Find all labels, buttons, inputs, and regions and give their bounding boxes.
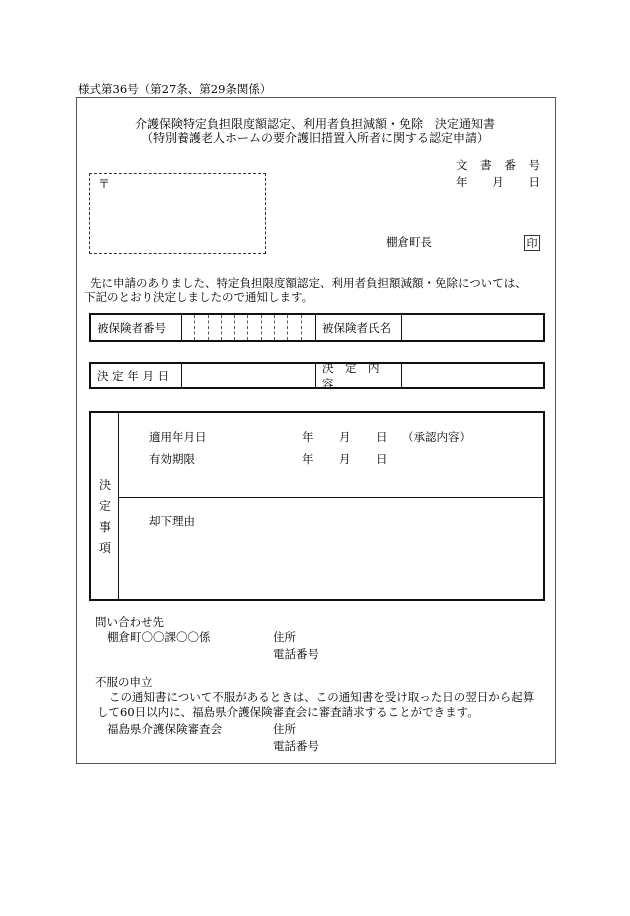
valid-period-ymd: 年 月 日 xyxy=(302,452,388,466)
approval-note: （承認内容） xyxy=(402,430,471,444)
date-day: 日 xyxy=(528,175,540,189)
decision-content-label: 決 定 内 容 xyxy=(316,364,402,387)
digit-box xyxy=(275,315,288,340)
objection-body: 福島県介護保険審査会 xyxy=(107,722,222,736)
form-number: 様式第36号（第27条、第29条関係） xyxy=(78,82,272,96)
apply-date-ymd: 年 月 日 （承認内容） xyxy=(302,430,471,444)
address-box xyxy=(89,173,266,254)
apply-date-label: 適用年月日 xyxy=(149,430,207,444)
seal-mark: 印 xyxy=(524,235,540,251)
decision-divider xyxy=(119,497,543,498)
decision-date-field[interactable] xyxy=(182,364,316,387)
digit-box xyxy=(222,315,235,340)
document-title: 介護保険特定負担限度額認定、利用者負担減額・免除 決定通知書 xyxy=(134,117,495,131)
digit-box xyxy=(195,315,208,340)
digit-box xyxy=(248,315,261,340)
inquiry-address-label: 住所 xyxy=(273,630,296,644)
decision-details xyxy=(89,411,545,601)
decision-content-field[interactable] xyxy=(402,364,543,387)
insured-row xyxy=(89,313,545,342)
objection-line-2: して60日以内に、福島県介護保険審査会に審査請求することができます。 xyxy=(97,705,479,719)
inquiry-office: 棚倉町〇〇課〇〇係 xyxy=(107,630,211,644)
inquiry-heading: 問い合わせ先 xyxy=(95,615,164,629)
docno-char: 番 xyxy=(504,158,516,172)
objection-address-label: 住所 xyxy=(273,722,296,736)
insured-name-label: 被保険者氏名 xyxy=(316,315,402,340)
objection-phone-label: 電話番号 xyxy=(273,739,319,753)
date-year: 年 xyxy=(456,175,468,189)
digit-box xyxy=(262,315,275,340)
decision-date-row xyxy=(89,362,545,389)
inquiry-phone-label: 電話番号 xyxy=(273,647,319,661)
insured-name-field[interactable] xyxy=(402,315,543,340)
mayor-name: 棚倉町長 xyxy=(386,235,432,249)
notice-line-2: 下記のとおり決定しましたので通知します。 xyxy=(84,290,314,304)
decision-side-column xyxy=(91,413,119,599)
insured-number-field[interactable] xyxy=(182,315,316,340)
decision-side-label: 決 定 事 項 xyxy=(98,478,111,555)
valid-period-label: 有効期限 xyxy=(149,452,195,466)
docno-char: 号 xyxy=(528,158,540,172)
date-month: 月 xyxy=(492,175,504,189)
objection-heading: 不服の申立 xyxy=(95,675,153,689)
postal-mark: 〒 xyxy=(98,177,111,191)
document-number-label xyxy=(456,160,540,172)
notice-line-1: 先に申請のありました、特定負担限度額認定、利用者負担額減額・免除については、 xyxy=(90,276,527,290)
digit-box xyxy=(182,315,195,340)
objection-line-1: この通知書について不服があるときは、この通知書を受け取った日の翌日から起算 xyxy=(109,690,535,704)
docno-char: 文 xyxy=(456,158,468,172)
docno-char: 書 xyxy=(480,158,492,172)
digit-box xyxy=(302,315,315,340)
digit-box xyxy=(209,315,222,340)
decision-date-label: 決 定 年 月 日 xyxy=(91,364,182,387)
issue-date-label xyxy=(456,177,540,189)
digit-box xyxy=(288,315,301,340)
insured-number-label: 被保険者番号 xyxy=(91,315,182,340)
digit-box xyxy=(235,315,248,340)
rejection-reason-label: 却下理由 xyxy=(149,514,195,528)
document-subtitle: （特別養護老人ホームの要介護旧措置入所者に関する認定申請） xyxy=(140,131,489,145)
